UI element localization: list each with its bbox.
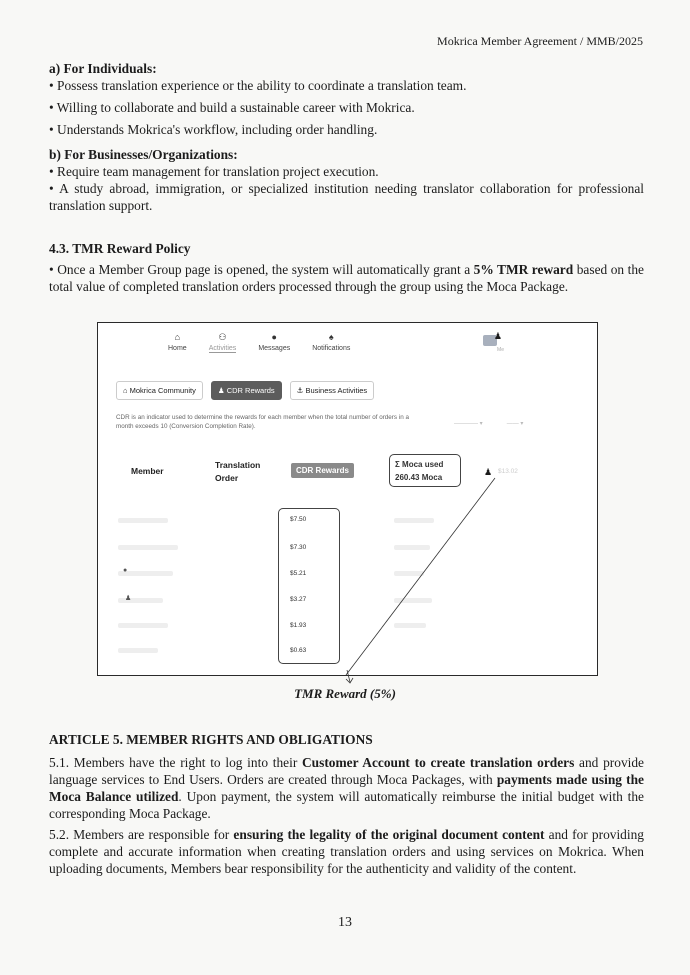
user-label: Me [497, 347, 504, 353]
nav-label: Notifications [312, 345, 351, 352]
bullet-item: • Require team management for translation project execution. [49, 164, 379, 179]
bold-run: 5% TMR reward [473, 262, 574, 277]
nav-label: Activities [208, 345, 237, 352]
text-run: and for providing complete and accurate information when creating translation orders and using services on Mokrica. When uploading documents, Members bear responsibility for the authenticity and validity of the content. [49, 827, 644, 876]
section-businesses [49, 146, 644, 214]
pointer-line [346, 478, 495, 675]
cdr-value: $3.27 [290, 596, 307, 603]
page-number: 13 [338, 915, 352, 930]
document-header: Mokrica Member Agreement / MMB/2025 [437, 34, 643, 48]
text-run: 5.1. Members have the right to log into their [49, 755, 303, 770]
bullet-item: • Possess translation experience or the ability to coordinate a translation team. [49, 78, 467, 93]
article-title: ARTICLE 5. MEMBER RIGHTS AND OBLIGATIONS [49, 732, 373, 747]
paragraph-5-1 [49, 754, 644, 822]
col-cdr: CDR Rewards [291, 463, 354, 478]
moca-value: 260.43 Moca [395, 473, 443, 482]
nav-label: Home [168, 345, 187, 352]
home-icon: ⌂ [174, 332, 181, 342]
paragraph-5-2 [49, 826, 644, 877]
filter-dropdown[interactable]: ———— ▾ [454, 421, 483, 427]
avatar: ♟ [125, 595, 132, 602]
text-run: and provide language services to End Users. Orders are created through Moca Packages, with [49, 755, 644, 787]
tab-label: CDR Rewards [226, 386, 275, 395]
cdr-value: $7.30 [290, 544, 307, 551]
section-paragraph [49, 261, 644, 295]
text-run: . Upon payment, the system will automatically reimburse the initial budget with the corresponding Moca Package. [49, 789, 644, 821]
pointer-arrow [340, 670, 360, 686]
pointer-lines [98, 323, 597, 675]
bold-run: payments made using the Moca Balance utilized [49, 772, 644, 804]
cdr-value: $7.50 [290, 516, 307, 523]
bullet-item: • A study abroad, immigration, or specialized institution needing translator collaboration for professional translation support. [49, 181, 644, 213]
figure-caption: TMR Reward (5%) [294, 686, 396, 701]
text-run: based on the total value of completed translation orders processed through the group using the Moca Package. [49, 262, 644, 294]
avatar: ● [123, 567, 128, 574]
cdr-value: $5.21 [290, 570, 307, 577]
tab-business[interactable]: ⚓ Business Activities [290, 381, 375, 400]
chat-icon: ● [271, 332, 277, 342]
cdr-value: $0.63 [290, 647, 307, 654]
section-title: b) For Businesses/Organizations: [49, 147, 238, 162]
cdr-note: CDR is an indicator used to determine the rewards for each member when the total number of orders in a month exceeds 10 (Conversion Completion Rate). [116, 414, 409, 430]
bullet-item: • Understands Mokrica's workflow, including order handling. [49, 122, 378, 137]
filter-dropdown[interactable]: —— ▾ [506, 421, 524, 427]
text-run: 5.2. Members are responsible for [49, 827, 234, 842]
reward-value: $13.02 [498, 468, 518, 475]
text-run: • Once a Member Group page is opened, the system will automatically grant a [49, 262, 474, 277]
section-title: a) For Individuals: [49, 61, 157, 76]
bullet-item: • Willing to collaborate and build a sustainable career with Mokrica. [49, 100, 415, 115]
section-4-3 [49, 240, 644, 295]
section-title: 4.3. TMR Reward Policy [49, 241, 191, 256]
tab-label: Mokrica Community [129, 386, 196, 395]
nav-label: Messages [258, 345, 291, 352]
cdr-value: $1.93 [290, 622, 307, 629]
section-individuals [49, 60, 644, 138]
embedded-screenshot [97, 322, 598, 676]
col-member: Member [131, 466, 164, 476]
bold-run: Customer Account to create translation orders [302, 755, 575, 770]
moca-label: Σ Moca used [395, 460, 444, 469]
col-translation: Translation Order [215, 460, 261, 483]
people-icon: ⚇ [218, 332, 227, 342]
tab-label: Business Activities [305, 386, 368, 395]
user-icon[interactable]: ♟ [493, 331, 502, 341]
tab-cdr-rewards[interactable]: ♟ CDR Rewards [211, 381, 282, 400]
reward-icon: ♟ [484, 467, 493, 477]
bell-icon: ♠ [328, 332, 334, 342]
tab-community[interactable]: ⌂ Mokrica Community [116, 381, 203, 400]
bold-run: ensuring the legality of the original document content [233, 827, 545, 842]
